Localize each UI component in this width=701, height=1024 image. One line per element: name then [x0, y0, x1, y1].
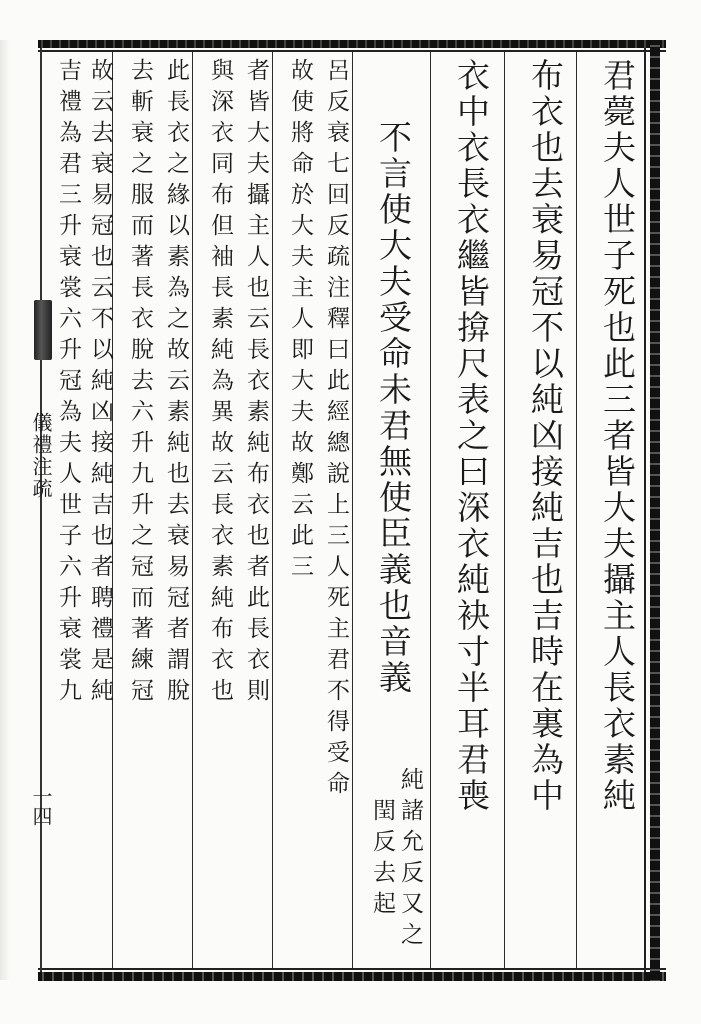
column-rule [430, 52, 431, 968]
frame-right-border [650, 40, 660, 981]
commentary-column-1: 純諸允反又之閏反去起 [369, 767, 423, 953]
frame-left-rule [40, 48, 42, 972]
commentary-column-4: 者皆大夫攝主人也云長衣素純布衣也者此長衣則 [243, 58, 269, 709]
frame-bottom-rule [38, 968, 666, 970]
commentary-column-5: 與深衣同布但袖長素純為異故云長衣素純布衣也 [207, 58, 233, 709]
commentary-column-6: 此長衣之緣以素為之故云素純也去衰易冠者謂脫 [163, 58, 189, 709]
column-rule [352, 52, 353, 968]
margin-page-number: 一四 [29, 786, 53, 826]
main-text-column-4: 不言使大夫受命未君無使臣義也音義 [374, 120, 413, 696]
frame-top-border [38, 40, 666, 48]
column-rule [504, 52, 505, 968]
commentary-column-3: 故使將命於大夫主人即大夫故鄭云此三 [287, 58, 313, 585]
commentary-column-2: 呂反衰七回反疏注釋曰此經總說上三人死主君不得受命 [323, 58, 349, 802]
commentary-column-7: 去斬衰之服而著長衣脫去六升九升之冠而著練冠 [127, 58, 153, 709]
column-rule [576, 52, 577, 968]
margin-book-title: 儀禮注疏 [29, 412, 53, 500]
page-edge-shadow [0, 40, 10, 980]
commentary-column-8: 故云去衰易冠也云不以純凶接純吉也者聘禮是純 [87, 58, 113, 709]
main-text-column-3: 衣中衣長衣繼皆揜尺表之曰深衣純袂寸半耳君喪 [452, 58, 491, 814]
main-text-column-2: 布衣也去衰易冠不以純凶接純吉也吉時在裏為中 [526, 58, 565, 814]
frame-right-rule [644, 48, 646, 972]
main-text-column-1: 君薨夫人世子死也此三者皆大夫攝主人長衣素純 [598, 58, 637, 814]
column-rule [192, 52, 193, 968]
column-rule [272, 52, 273, 968]
frame-bottom-border [38, 972, 666, 981]
commentary-column-9: 吉禮為君三升衰裳六升冠為夫人世子六升衰裳九 [55, 58, 81, 709]
